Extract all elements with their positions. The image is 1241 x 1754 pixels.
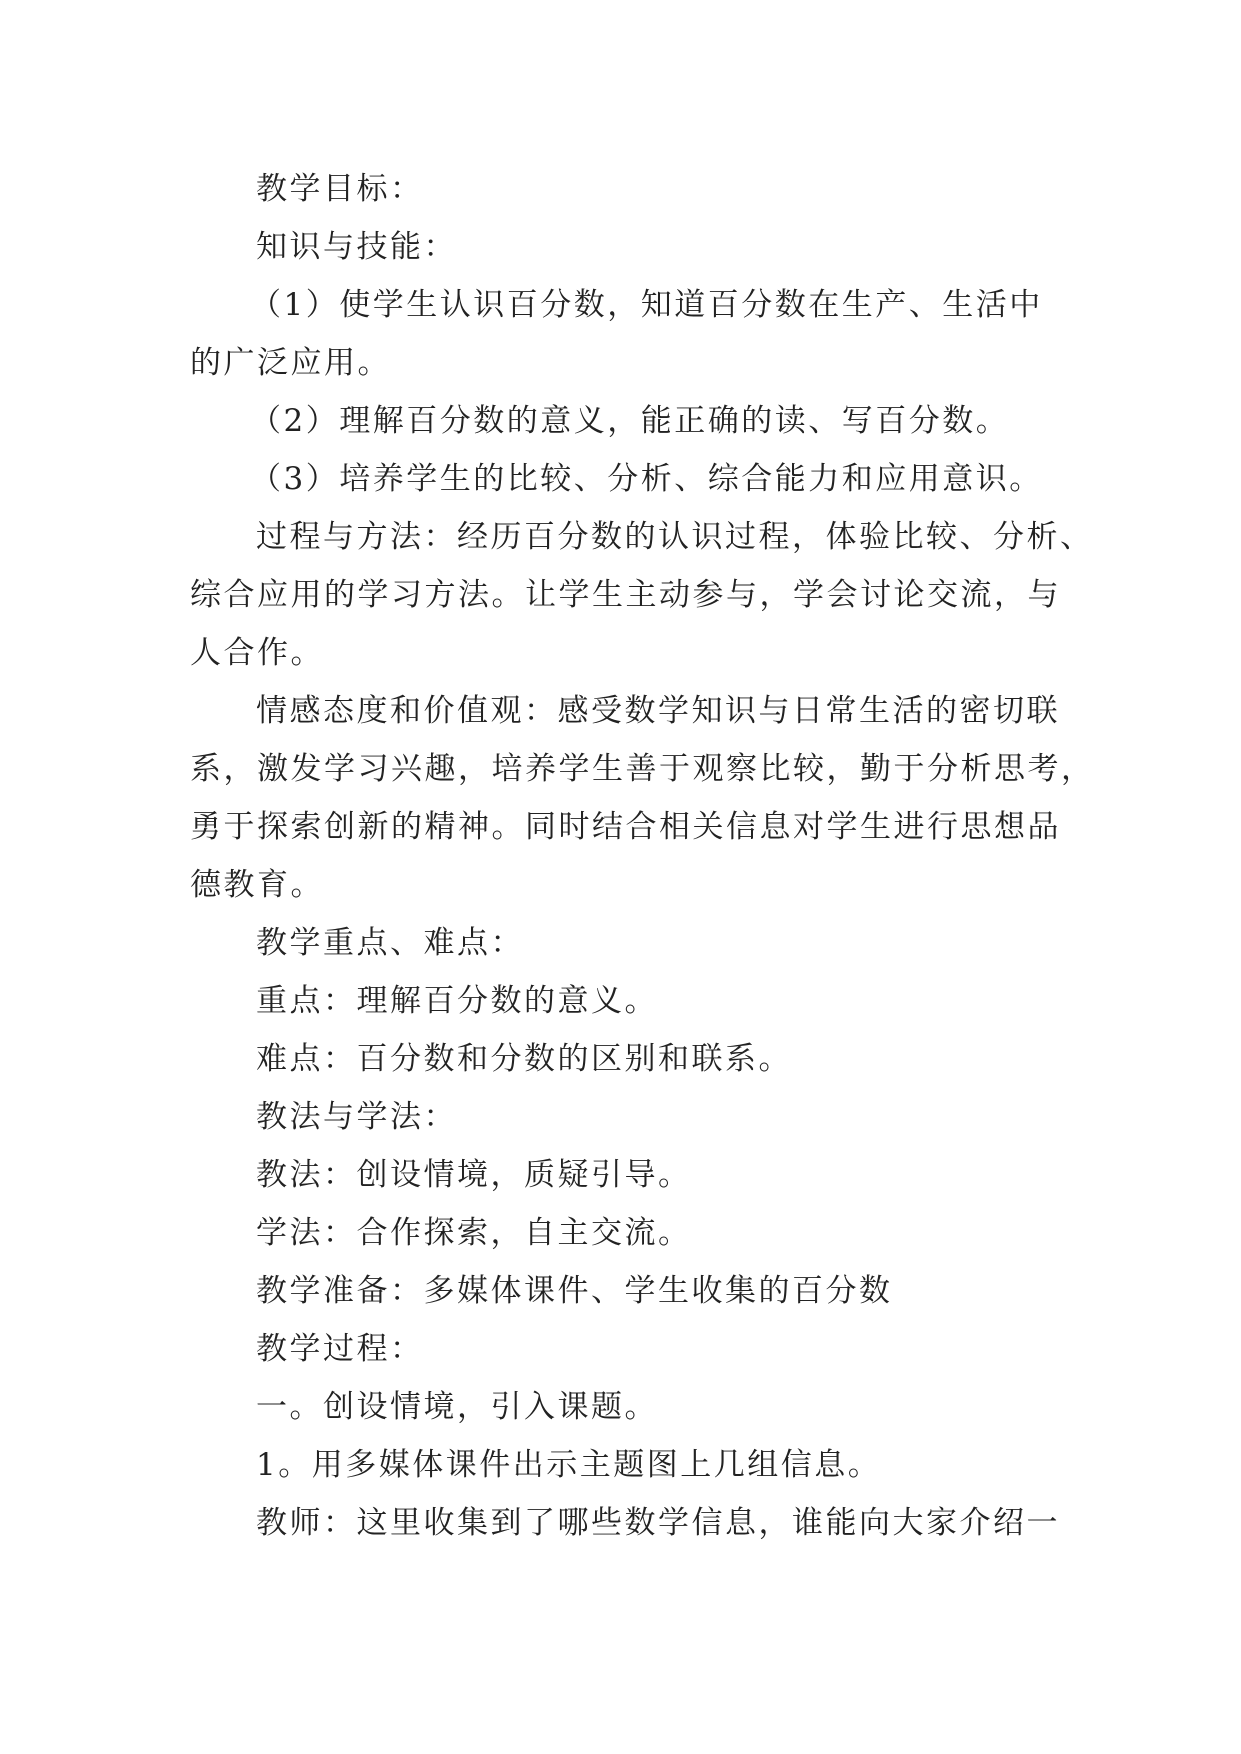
text-line: 学法：合作探索，自主交流。 [256, 1215, 692, 1251]
text-line: 综合应用的学习方法。让学生主动参与，学会讨论交流，与 [190, 577, 1061, 613]
text-line: 教学目标： [256, 171, 424, 207]
text-line: 的广泛应用。 [190, 345, 391, 381]
text-line: 一。创设情境，引入课题。 [256, 1389, 658, 1425]
text-line: 勇于探索创新的精神。同时结合相关信息对学生进行思想品 [190, 809, 1061, 845]
text-line: 难点：百分数和分数的区别和联系。 [256, 1041, 792, 1077]
text-line: 人合作。 [190, 635, 324, 671]
text-line: 教法：创设情境，质疑引导。 [256, 1157, 692, 1193]
text-line: （1）使学生认识百分数，知道百分数在生产、生活中 [250, 287, 1043, 323]
document-body [190, 160, 1095, 1552]
text-line: （3）培养学生的比较、分析、综合能力和应用意识。 [250, 461, 1043, 497]
text-line: 教学重点、难点： [256, 925, 524, 961]
text-line: 知识与技能： [256, 229, 457, 265]
text-line: 重点：理解百分数的意义。 [256, 983, 658, 1019]
text-line: 教学过程： [256, 1331, 424, 1367]
text-line: 系，激发学习兴趣，培养学生善于观察比较，勤于分析思考， [190, 751, 1095, 787]
text-line: 教法与学法： [256, 1099, 457, 1135]
text-line: （2）理解百分数的意义，能正确的读、写百分数。 [250, 403, 1010, 439]
text-line: 德教育。 [190, 867, 324, 903]
text-line: 教学准备：多媒体课件、学生收集的百分数 [256, 1273, 893, 1309]
text-line: 1。用多媒体课件出示主题图上几组信息。 [256, 1447, 882, 1483]
text-line: 过程与方法：经历百分数的认识过程，体验比较、分析、 [256, 519, 1094, 555]
text-line: 情感态度和价值观：感受数学知识与日常生活的密切联 [256, 693, 1060, 729]
text-line: 教师：这里收集到了哪些数学信息，谁能向大家介绍一 [256, 1505, 1060, 1541]
